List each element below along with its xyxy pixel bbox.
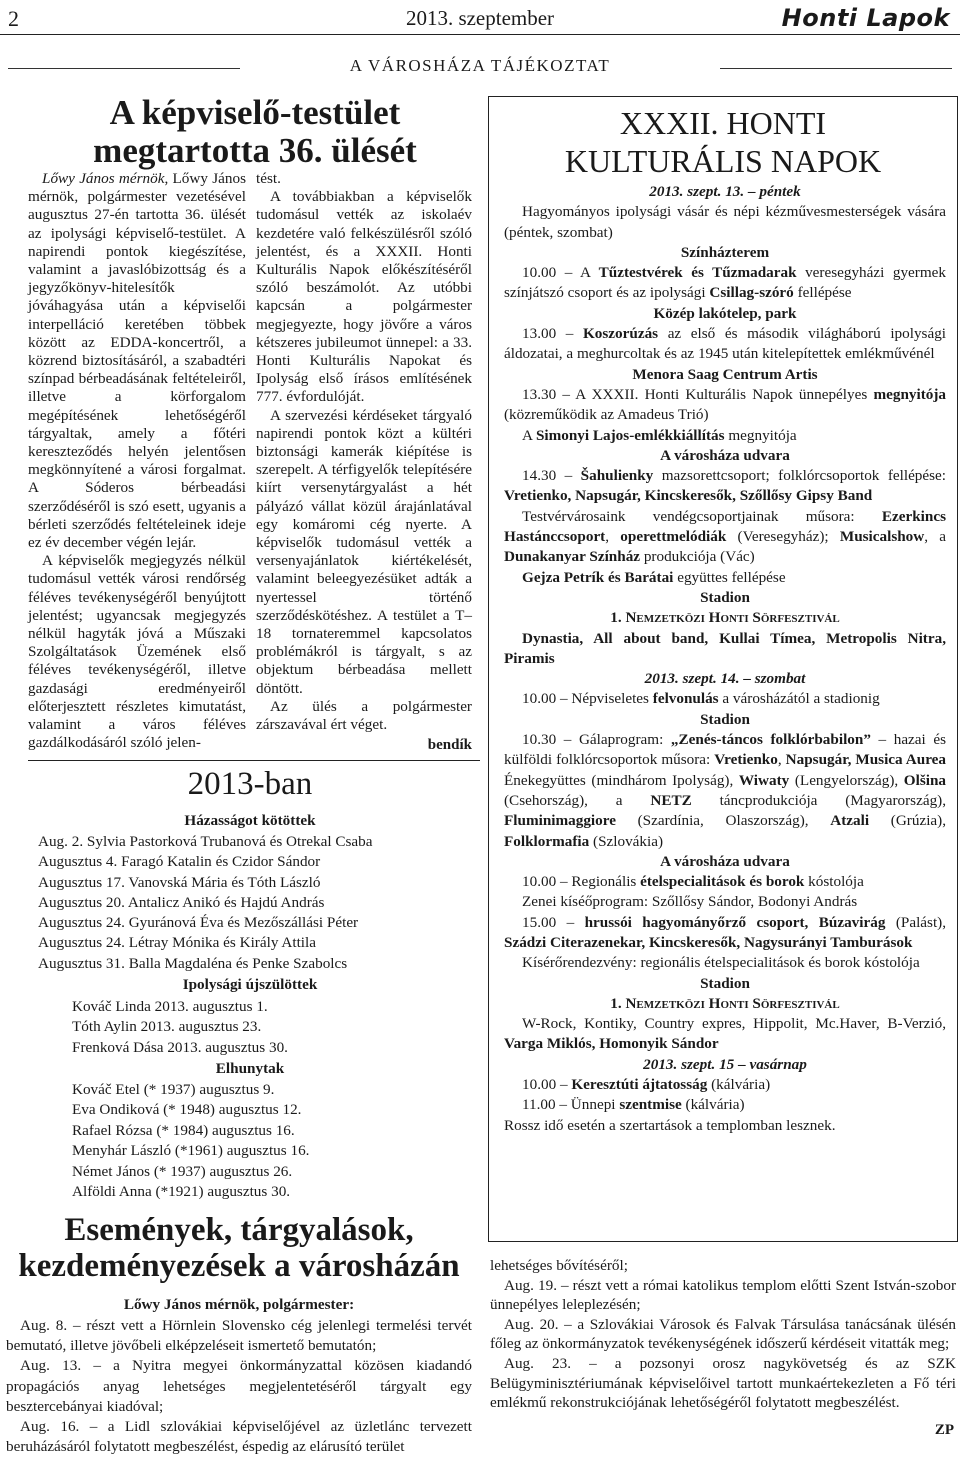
list-item: Frenková Dása 2013. augusztus 30. [72,1038,288,1056]
events-signature: ZP [934,1422,954,1438]
program-item: Testvérvárosaink vendégcsoportjainak műsora: Ezerkincs Hastánccsoport, operettmelódiák (Veresegyház); Musicalshow, a Dunakanyar Színház produkciója (Vác) [504,507,947,566]
venue-label: A városháza udvara [660,852,790,870]
program-item: 13.00 – Koszorúzás az első és második világháború ipolysági áldozatai, a meghurcoltak és az 1945 után kitelepítettek emlékművénél [504,325,947,363]
article-paragraph: Lőwy János mérnök, Lőwy János mérnök, polgármester vezetésével augusztus 27-én tartotta 36. ülését az ipolysági képviselő-testület. A napirendi pontok kiegészítése, valamint a javaslóbizottság és a jegyzőkönyv-hitelesítők jóváhagyása után a képviselői interpelláció keretében többek között az EDDA-koncertről, a közrend biztosításáról, a szabadtéri színpad bérbeadásának feltételeiről, illetve a körforgalom megépítésének lehetőségéről tárgyaltak, amely a főtéri kereszteződés helyén jelentősen megkönnyítené a városi forgalmat. A Sóderos bérbeadási szerződéséről is szó esett, ugyanis a bérleti szerződés feltételeinek ideje ez év december végén lejár. [28,170,246,552]
list-item: Alföldi Anna (*1921) augusztus 30. [72,1183,291,1201]
list-item: Kováč Linda 2013. augusztus 1. [72,998,268,1015]
article-signature: bendík [427,737,472,754]
publication-name: Honti Lapok [781,4,950,32]
program-item: 15.00 – hrussói hagyományőrző csoport, Búzavirág (Palást), Szádzi Citerazenekar, Kincskeresők, Nagysurányi Tamburások [504,913,947,951]
events-title [0,1212,478,1284]
events-right-text [490,1256,956,1413]
venue-label: Stadion [700,588,750,606]
program-title [490,104,956,180]
festival-heading: 1. Nemzetközi Honti Sörfesztivál [610,609,840,627]
article-column-2 [256,170,472,752]
venue-label: Stadion [700,710,750,728]
list-item: Augusztus 24. Gyuránová Éva és Mezőszállási Péter [38,914,359,932]
deaths-title: Elhunytak [215,1060,285,1077]
program-item: 10.00 – Népviseletes felvonulás a városházától a stadionig [522,690,880,708]
events-title-line1: Események, tárgyalások, [64,1212,414,1248]
event-item: Aug. 20. – a Szlovákiai Városok és Falvak Társulása tanácsának ülésén főleg az önkormányzatok tevékenységének időszerű kérdéseit vitatták meg; [490,1315,956,1353]
births-title: Ipolysági újszülöttek [182,976,318,993]
event-item: Aug. 19. – részt vett a római katolikus templom előtti Szent István-szobor ünnepélyes leleplezésén; [490,1276,956,1314]
article-paragraph: tést. [256,170,281,187]
venue-label: Stadion [700,974,750,992]
page-number: 2 [8,6,19,31]
program-item: Hagyományos ipolysági vásár és népi kézművesmesterségek vására (péntek, szombat) [504,203,946,241]
day-heading: 2013. szept. 15 – vasárnap [643,1055,807,1073]
section-title: A VÁROSHÁZA TÁJÉKOZTAT [349,56,611,75]
article-paragraph: A továbbiakban a képviselők tudomásul vették az iskolaév kezdetére való felkészülésről szóló jelentést, és a XXXII. Honti Kulturális Napok előkészítéséről szóló beszámolót. Az utóbbi kapcsán a polgármester megjegyezte, hogy jövőre a város kétszeres jubileumot ünnepel: a 33. Honti Kulturális Napokat és Ipolyság első írásos említésének 777. évfordulóját. [256,188,472,406]
article-paragraph: A szervezési kérdéseket tárgyaló napirendi pontok közt a kültéri biztonsági kamerák kiépítése is szerepelt. A térfigyelők telepítésére kiírt versenytárgyalást a hét pályázó vállat közül árajánlatával egy komáromi cég nyerte. A képviselők tudomásul vették a versenyajánlatok kiértékelését, valamint beleegyezésüket adták a nyertessel történő szerződéskötéshez. A testület a T–18 tornateremmel kapcsolatos problémákról is tárgyalt, s az objektum bérbeadása mellett döntött. [256,406,472,697]
program-item: Gejza Petrík és Barátai együttes fellépése [522,568,786,586]
issue-date: 2013. szeptember [405,6,555,30]
program-item: 10.00 – Keresztúti ájtatosság (kálvária) [522,1076,771,1094]
venue-label: Közép lakótelep, park [653,304,797,322]
venue-label: Színházterem [680,243,770,261]
article-title-line2: megtartotta 36. ülését [93,131,417,170]
program-item: 13.30 – A XXXII. Honti Kulturális Napok ünnepélyes megnyitója (közreműködik az Amadeus Trió) [504,385,947,424]
event-item: lehetséges bővítéséről; [490,1257,628,1274]
program-item: Zenei kíséőprogram: Szőllősy Sándor, Bodonyi András [522,893,858,911]
list-item: Augusztus 4. Faragó Katalin és Czidor Sándor [38,853,321,871]
events-subtitle: Lőwy János mérnök, polgármester: [123,1296,355,1313]
list-item: Augusztus 24. Létray Mónika és Király Attila [38,934,316,952]
list-item: Német János (* 1937) augusztus 26. [72,1162,293,1180]
program-item: 11.00 – Ünnepi szentmise (kálvária) [522,1096,745,1114]
program-item: A Simonyi Lajos-emlékkiállítás megnyitója [522,426,797,444]
program-item: 10.00 – A Tűztestvérek és Tűzmadarak veresegyházi gyermek színjátszó csoport és az ipolysági Csillag-szóró fellépése [504,264,947,302]
events-title-line2: kezdeményezések a városházán [18,1248,460,1284]
records-title: 2013-ban [187,766,313,802]
festival-lineup: Dynastia, All about band, Kullai Tímea, Metropolis Nitra, Piramis [504,629,946,667]
event-item: Aug. 23. – a pozsonyi orosz nagykövetség és az SZK Belügyminisztériumának képviselőivel tartott munkaértekezleten a Fő téri emlékmű rekonstrukciójának lehetőségéről folytatott megbeszélést. [490,1354,956,1412]
rain-note: Rossz idő esetén a szertartások a templomban lesznek. [504,1116,836,1134]
day-heading: 2013. szept. 14. – szombat [644,670,806,688]
marriages-title: Házasságot kötöttek [184,812,316,829]
header-rule [0,34,960,35]
births-list [72,997,452,1058]
list-item: Tóth Aylin 2013. augusztus 23. [72,1018,262,1036]
venue-label: Menora Saag Centrum Artis [632,365,818,383]
program-item: 10.00 – Regionális ételspecialitások és borok kóstolója [522,873,864,891]
event-item: Aug. 8. – részt vett a Hörnlein Slovensko cég jelenlegi termelési tervét bemutató, illetve jövőbeli elképzeléseit ismertető bemutatón; [6,1317,472,1355]
deaths-list [72,1080,452,1202]
records-top-rule [28,760,480,761]
program-title-line2: KULTURÁLIS NAPOK [564,143,882,179]
article-paragraph: A képviselők megjegyzés nélkül tudomásul vették városi rendőrség féléves tevékenységéről benyújtott jelentést; ugyancsak megjegyzés nélkül hagyták jóvá a Műszaki Szolgáltatások Üzemének első féléves tevékenységéről, illetve gazdasági eredményeiről előterjesztett részletes kimutatást, valamint a város féléves gazdálkodásáról szóló jelen- [28,552,246,752]
festival-heading: 1. Nemzetközi Honti Sörfesztivál [610,994,840,1012]
program-title-line1: XXXII. HONTI [619,105,827,141]
author-name: Lőwy János mérnök [42,170,165,187]
list-item: Eva Ondiková (* 1948) augusztus 12. [72,1101,302,1119]
marriages-list [38,832,478,974]
event-item: Aug. 16. – a Lidl szlovákiai képviselőjével az üzletlánc tervezett beruházásáról folytatott megbeszélést, éspedig az elárusító terület [6,1418,472,1456]
article-column-1 [28,170,246,752]
list-item: Aug. 2. Sylvia Pastorková Trubanová és Otrekal Csaba [38,833,373,850]
article-paragraph-text: Lőwy János mérnök, polgármester vezetésével augusztus 27-én tartotta 36. ülését az ipolysági képviselő-testület. A napirendi pontok kiegészítése, valamint a javaslóbizottság és a jegyzőkönyv-hitelesítők jóváhagyása után a képviselői interpelláció keretében többek között az EDDA-koncertről, a közrend biztosításáról, a szabadtéri színpad bérbeadásának feltételeiről, illetve a körforgalom megépítésének lehetőségéről tárgyaltak, amely a főtéri kereszteződés helyén jelentősen megkönnyítené a városi forgalmat. A Sóderos bérbeadási szerződéséről is szó esett, ugyanis a bérleti szerződés feltételeinek ideje ez év december végén lejár. [28,170,246,552]
program-item: 14.30 – Šahulienky mazsorettcsoport; folklórcsoportok fellépése: Vretienko, Napsugár, Kincskeresők, Szőllősy Gipsy Band [504,467,947,505]
list-item: Augusztus 31. Balla Magdaléna és Penke Szabolcs [38,954,348,972]
list-item: Rafael Rózsa (* 1984) augusztus 16. [72,1121,295,1139]
event-item: Aug. 13. – a Nyitra megyei önkormányzattal közösen kiadandó propagációs anyag lehetséges megjelentetéséről tárgyalt egy besztercebányai kiadóval; [6,1357,472,1415]
events-left-text [6,1316,472,1457]
article-paragraph: Az ülés a polgármester zárszavával ért véget. [256,697,472,734]
article-title [20,94,490,170]
list-item: Menyhár László (*1961) augusztus 16. [72,1142,310,1160]
day-heading: 2013. szept. 13. – péntek [649,183,801,200]
venue-label: A városháza udvara [660,446,790,464]
program-item: Kísérőrendezvény: regionális ételspecialitások és borok kóstolója [522,954,920,972]
article-title-line1: A képviselő-testület [109,93,401,132]
program-content [504,182,946,1136]
program-item: 10.30 – Gálaprogram: „Zenés-táncos folklórbabilon” – hazai és külföldi folklórcsoportok műsora: Vretienko, Napsugár, Musica Aurea Énekegyüttes (mindhárom Ipolyság), Wiwaty (Lengyelország), Olšina (Csehország), a NETZ táncprodukciója (Magyarország), Fluminimaggiore (Szardínia, Olaszország), Atzali (Grúzia), Folklormafia (Szlovákia) [504,731,947,850]
list-item: Kováč Etel (* 1937) augusztus 9. [72,1081,275,1098]
list-item: Augusztus 17. Vanovská Mária és Tóth László [38,873,321,891]
festival-lineup: W-Rock, Kontiky, Country expres, Hippolit, Mc.Haver, B-Verzió, Varga Miklós, Homonyik Sándor [504,1015,946,1053]
list-item: Augusztus 20. Antalicz Anikó és Hajdú András [38,893,325,911]
